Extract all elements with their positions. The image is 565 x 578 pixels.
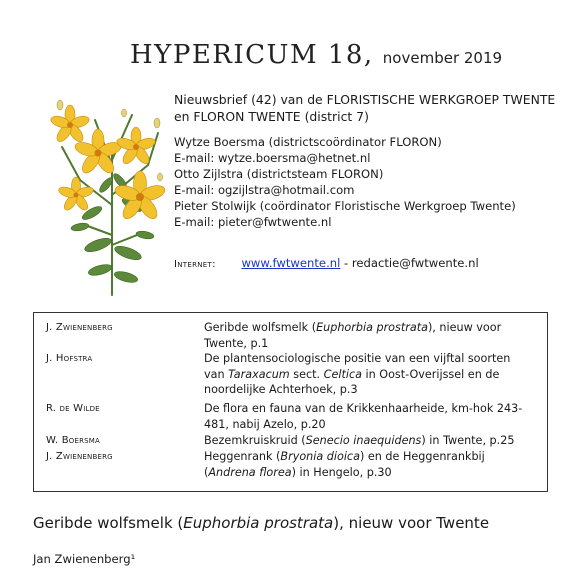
toc-description: Geribde wolfsmelk (Euphorbia prostrata), nieuw voor Twente, p.1 (204, 321, 502, 350)
contact-list (174, 134, 555, 230)
toc-description: De plantensociologische positie van een vijftal soorten van Taraxacum sect. Celtica in Oost-Overijssel en de noordelijke Achterhoek, p.3 (204, 352, 511, 396)
title-main: HYPERICUM 18, (130, 40, 374, 70)
contact-line: Otto Zijlstra (districtsteam FLORON) (174, 167, 384, 181)
contact-line: Wytze Boersma (districtscoördinator FLORON) (174, 135, 442, 149)
toc-description: Heggenrank (Bryonia dioica) en de Heggenrankbij (Andrena florea) in Hengelo, p.30 (204, 450, 485, 479)
toc-description: De flora en fauna van de Krikkenhaarheide, km-hok 243-481, nabij Azelo, p.20 (204, 402, 523, 431)
toc-author: J. Zwienenberg (46, 322, 113, 333)
website-link[interactable]: www.fwtwente.nl (241, 256, 341, 270)
contact-email: E-mail: wytze.boersma@hetnet.nl (174, 151, 371, 165)
article-title: Geribde wolfsmelk (Euphorbia prostrata), nieuw voor Twente (33, 514, 490, 532)
subtitle-line-1: Nieuwsbrief (42) van de FLORISTISCHE WERKGROEP TWENTE (174, 92, 556, 107)
newsletter-header (174, 91, 555, 230)
internet-line (174, 256, 479, 270)
toc-author: J. Hofstra (46, 353, 93, 364)
newsletter-title (130, 40, 502, 70)
contact-email: E-mail: pieter@fwtwente.nl (174, 215, 332, 229)
hypericum-illustration (40, 85, 170, 300)
subtitle-line-2: en FLORON TWENTE (district 7) (174, 109, 369, 124)
toc-author: J. Zwienenberg (46, 451, 113, 462)
table-of-contents (33, 312, 548, 492)
toc-author: W. Boersma (46, 435, 101, 446)
internet-separator: - (340, 256, 352, 270)
toc-author: R. de Wilde (46, 403, 100, 414)
contact-line: Pieter Stolwijk (coördinator Floristische Werkgroep Twente) (174, 199, 516, 213)
contact-email: E-mail: ogzijlstra@hotmail.com (174, 183, 355, 197)
toc-description: Bezemkruiskruid (Senecio inaequidens) in Twente, p.25 (204, 434, 515, 447)
editor-email: redactie@fwtwente.nl (351, 256, 479, 270)
newsletter-subtitle (174, 91, 555, 125)
title-date: november 2019 (382, 49, 503, 67)
internet-label: Internet: (174, 259, 216, 270)
article-byline: Jan Zwienenberg¹ (33, 552, 136, 566)
